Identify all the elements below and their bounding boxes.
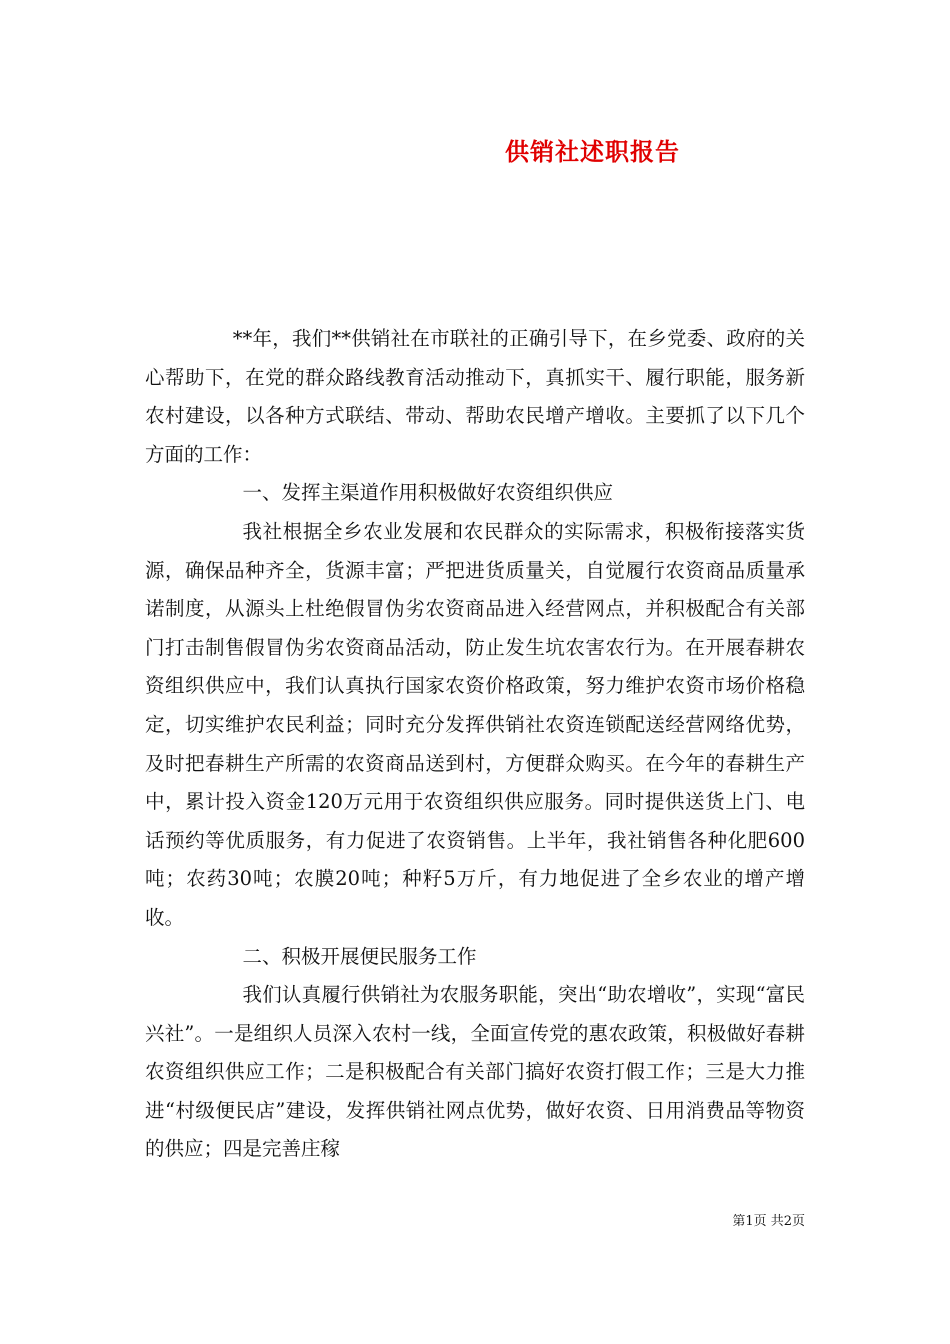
section-heading-1: 一、发挥主渠道作用积极做好农资组织供应 bbox=[242, 481, 614, 505]
paragraph-intro: **年，我们**供销社在市联社的正确引导下，在乡党委、政府的关心帮助下，在党的群众路线教育活动推动下，真抓实干、履行职能，服务新农村建设，以各种方式联结、带动、帮助农民增产增收。主要抓了以下几个方面的工作： bbox=[145, 327, 805, 466]
paragraph-section-2: 我们认真履行供销社为农服务职能，突出“助农增收”，实现“富民兴社”。一是组织人员深入农村一线，全面宣传党的惠农政策，积极做好春耕农资组织供应工作；二是积极配合有关部门搞好农资打假工作；三是大力推进“村级便民店”建设，发挥供销社网点优势，做好农资、日用消费品等物资的供应；四是完善庄稼 bbox=[145, 983, 805, 1161]
document-title: 供销社述职报告 bbox=[505, 137, 680, 166]
section-heading-2: 二、积极开展便民服务工作 bbox=[242, 944, 477, 968]
document-body bbox=[145, 320, 805, 1169]
page-number-footer: 第1页 共2页 bbox=[732, 1214, 805, 1229]
paragraph-section-1: 我社根据全乡农业发展和农民群众的实际需求，积极衔接落实货源，确保品种齐全，货源丰富；严把进货质量关，自觉履行农资商品质量承诺制度，从源头上杜绝假冒伪劣农资商品进入经营网点，并积极配合有关部门打击制售假冒伪劣农资商品活动，防止发生坑农害农行为。在开展春耕农资组织供应中，我们认真执行国家农资价格政策，努力维护农资市场价格稳定，切实维护农民利益；同时充分发挥供销社农资连锁配送经营网络优势，及时把春耕生产所需的农资商品送到村，方便群众购买。在今年的春耕生产中，累计投入资金120万元用于农资组织供应服务。同时提供送货上门、电话预约等优质服务，有力促进了农资销售。上半年，我社销售各种化肥600吨；农药30吨；农膜20吨；种籽5万斤，有力地促进了全乡农业的增产增收。 bbox=[145, 519, 805, 929]
